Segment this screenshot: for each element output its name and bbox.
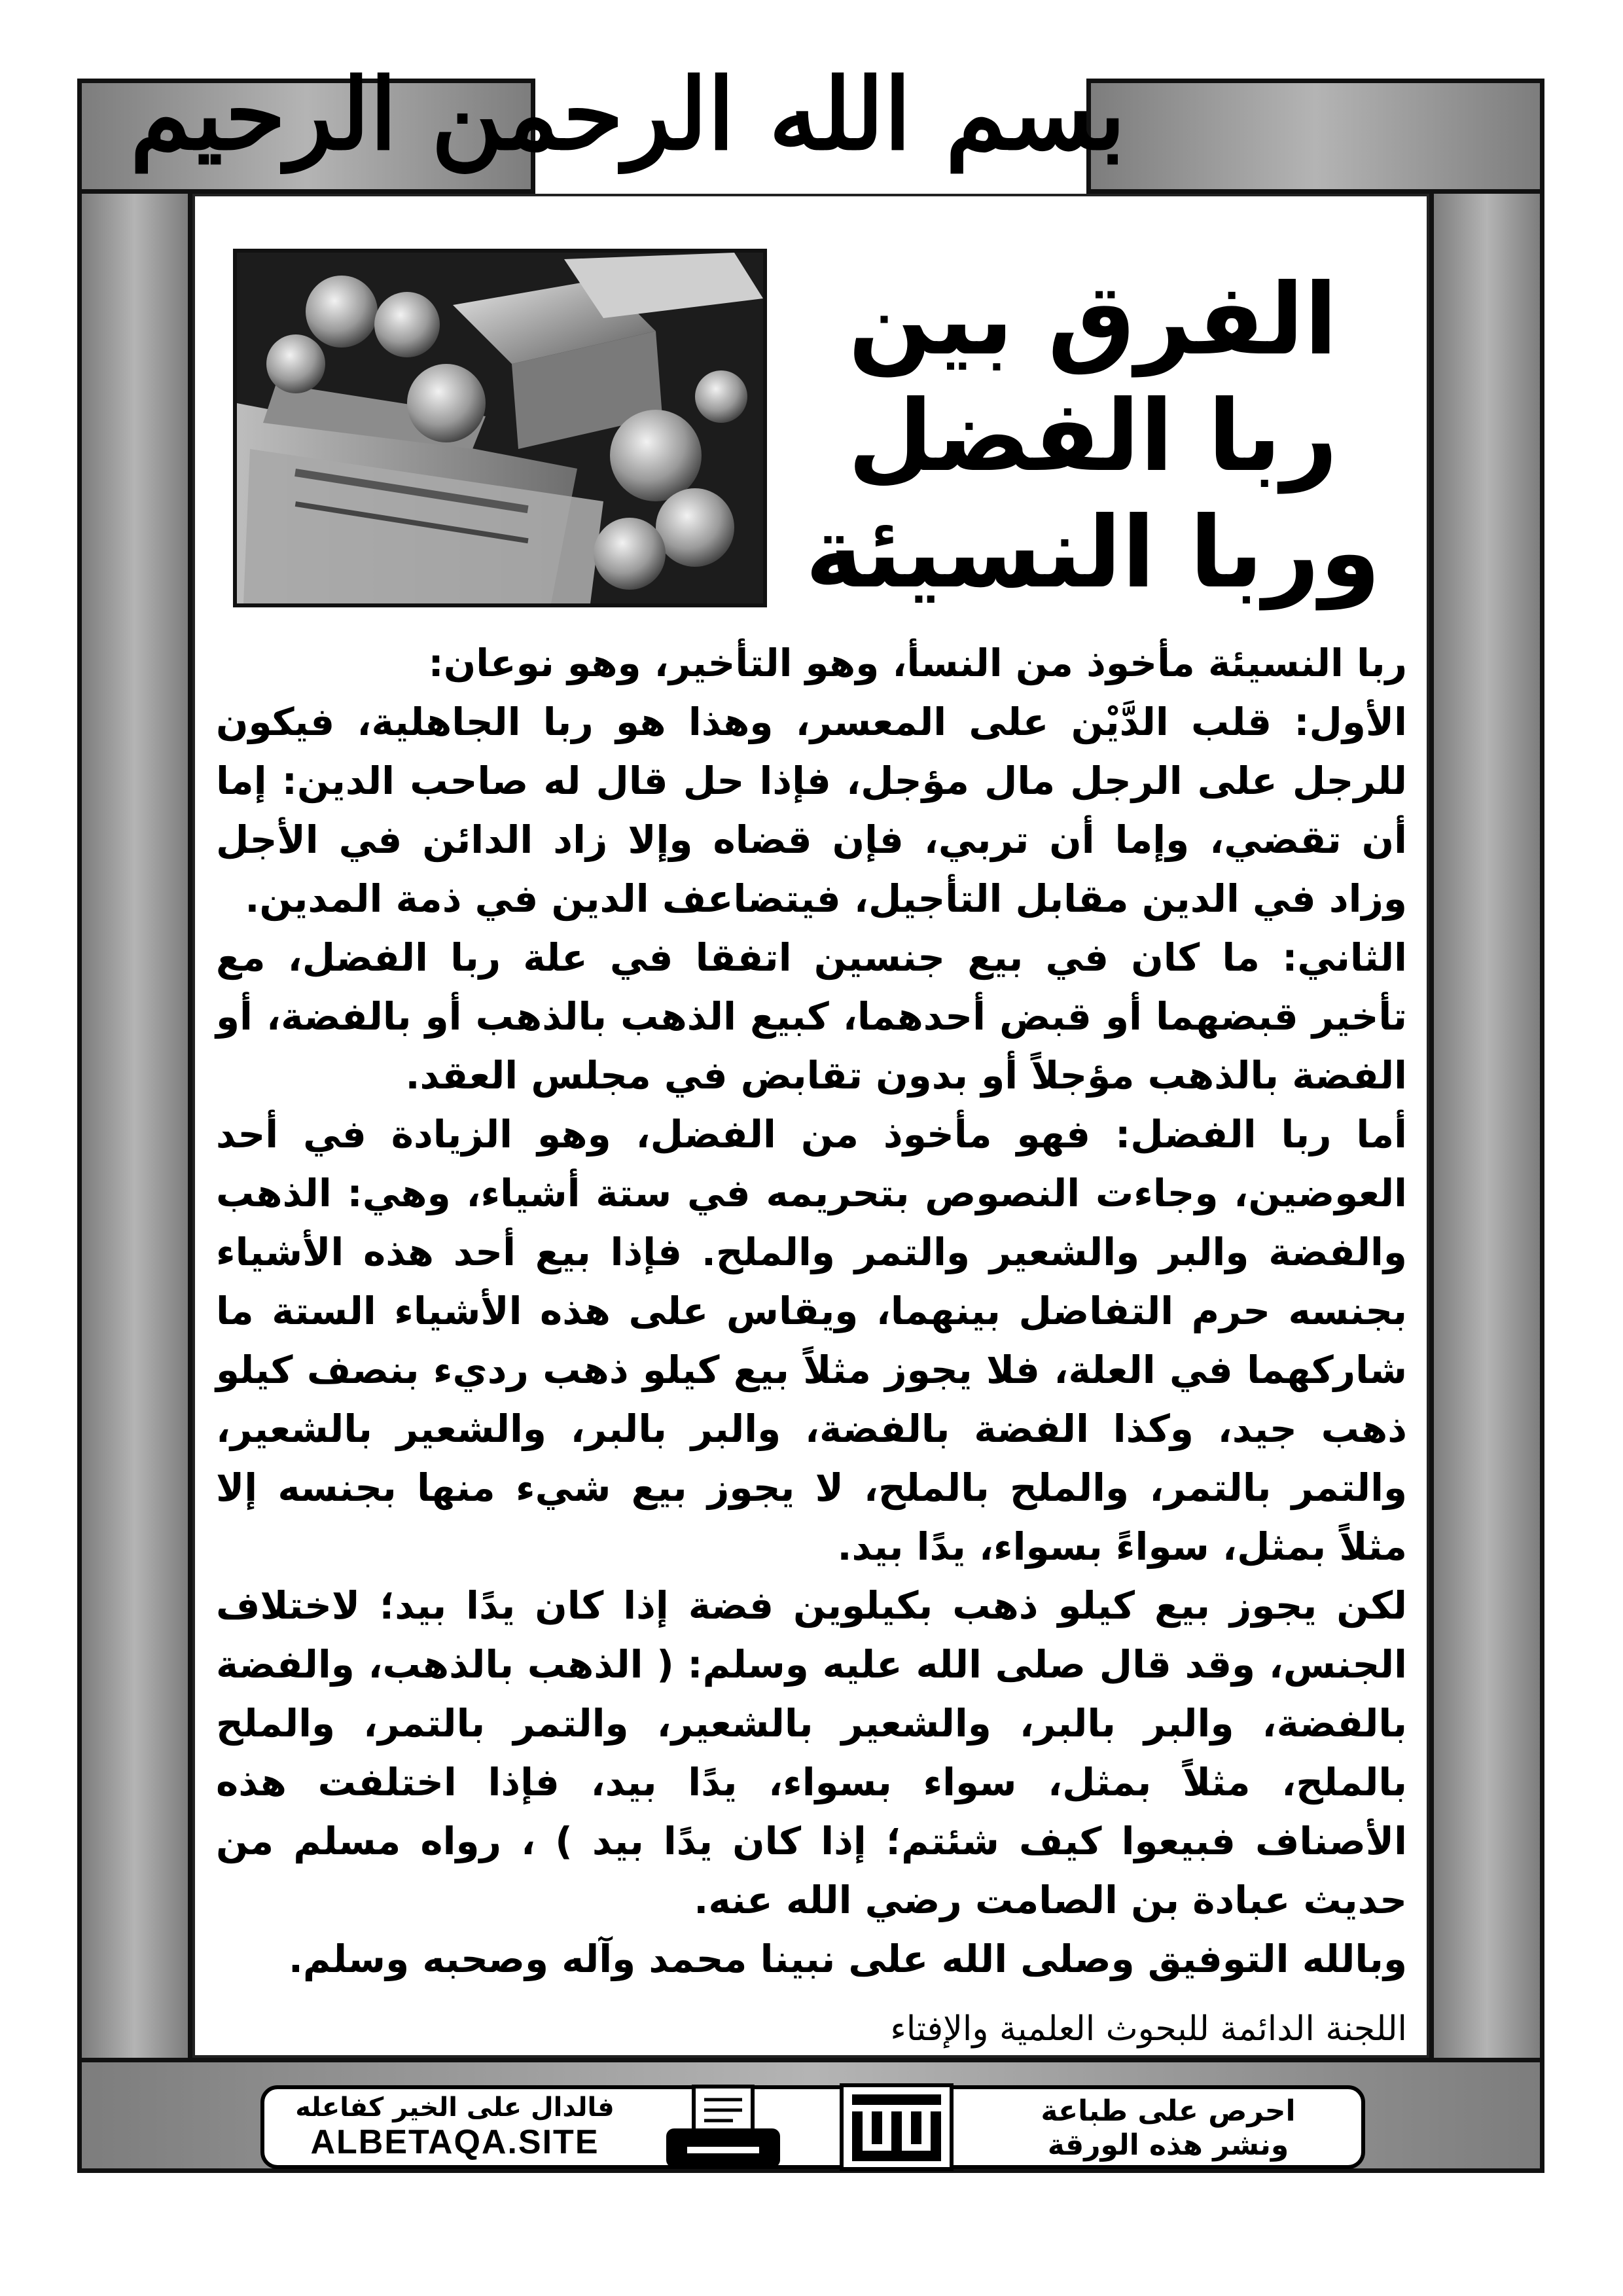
frame-top-right-bar (1086, 79, 1544, 194)
money-photo (233, 249, 767, 607)
paragraph-closing: وبالله التوفيق وصلى الله على نبينا محمد وآله وصحبه وسلم. (288, 1937, 1407, 1981)
paragraph-riba-fadl: أما ربا الفضل: فهو مأخوذ من الفضل، وهو الزيادة في أحد العوضين، وجاءت النصوص بتحريمه في ستة أشياء، وهي: الذهب والفضة والبر والشعير والتمر والملح. فإذا بيع أحد هذه الأشياء بجنسه حرم التفاضل بينهما، ويقاس على هذه الأشياء الستة ما شاركهما في العلة، فلا يجوز مثلاً بيع كيلو ذهب رديء بنصف كيلو ذهب جيد، وكذا الفضة بالفضة، والبر بالبر، والشعير بالشعير، والتمر بالتمر، والملح بالملح، لا يجوز بيع شيء منها بجنسه إلا مثلاً بمثل، سواءً بسواء، يدًا بيد. (216, 1112, 1407, 1569)
print-advice (995, 2094, 1342, 2162)
basmala-calligraphy: بسم الله الرحمن الرحيم (130, 57, 1126, 172)
paragraph-intro: ربا النسيئة مأخوذ من النسأ، وهو التأخير، وهو نوعان: (428, 641, 1407, 685)
article-body (216, 634, 1407, 1988)
money-photo-graphic (237, 253, 763, 603)
paragraph-hadith: لكن يجوز بيع كيلو ذهب بكيلوين فضة إذا كان يدًا بيد؛ لاختلاف الجنس، وقد قال صلى الله عليه وسلم: ( الذهب بالذهب، والفضة بالفضة، والبر بالبر، والشعير بالشعير، والتمر بالتمر، والملح بالملح، مثلاً بمثل، سواء بسواء، يدًا بيد، فإذا اختلفت هذه الأصناف فبيعوا كيف شئتم؛ إذا كان يدًا بيد ) ، رواه مسلم من حديث عبادة بن الصامت رضي الله عنه. (216, 1583, 1407, 1922)
frame-left-bar (77, 79, 192, 2173)
site-tagline: فالدال على الخير كفاعله (295, 2092, 615, 2123)
title-line-1: الفرق بين (848, 263, 1338, 377)
title-line-2: ربا الفضل (847, 380, 1338, 493)
advice-line-1: احرص على طباعة (1041, 2094, 1296, 2128)
dawa-logo (838, 2081, 955, 2173)
paragraph-first-type: الأول: قلب الدَّيْن على المعسر، وهذا هو ربا الجاهلية، فيكون للرجل على الرجل مال مؤجل، فإذا حل قال له صاحب الدين: إما أن تقضي، وإما أن تربي، فإن قضاه وإلا زاد الدائن في الأجل وزاد في الدين مقابل التأجيل، فيتضاعف الدين في ذمة المدين. (216, 700, 1407, 921)
signature: اللجنة الدائمة للبحوث العلمية والإفتاء (890, 2009, 1407, 2049)
advice-line-2: ونشر هذه الورقة (1047, 2128, 1289, 2162)
paragraph-second-type: الثاني: ما كان في بيع جنسين اتفقا في علة ربا الفضل، مع تأخير قبضهما أو قبض أحدهما، كبيع الذهب بالذهب أو بالفضة، أو الفضة بالذهب مؤجلاً أو بدون تقابض في مجلس العقد. (216, 935, 1407, 1098)
title-line-3: وربا النسيئة (805, 496, 1381, 610)
frame-right-bar (1429, 79, 1544, 2173)
page-title (805, 262, 1381, 611)
site-url-link[interactable]: ALBETAQA.SITE (310, 2123, 599, 2161)
site-info (281, 2092, 628, 2162)
printer-icon (661, 2083, 785, 2174)
